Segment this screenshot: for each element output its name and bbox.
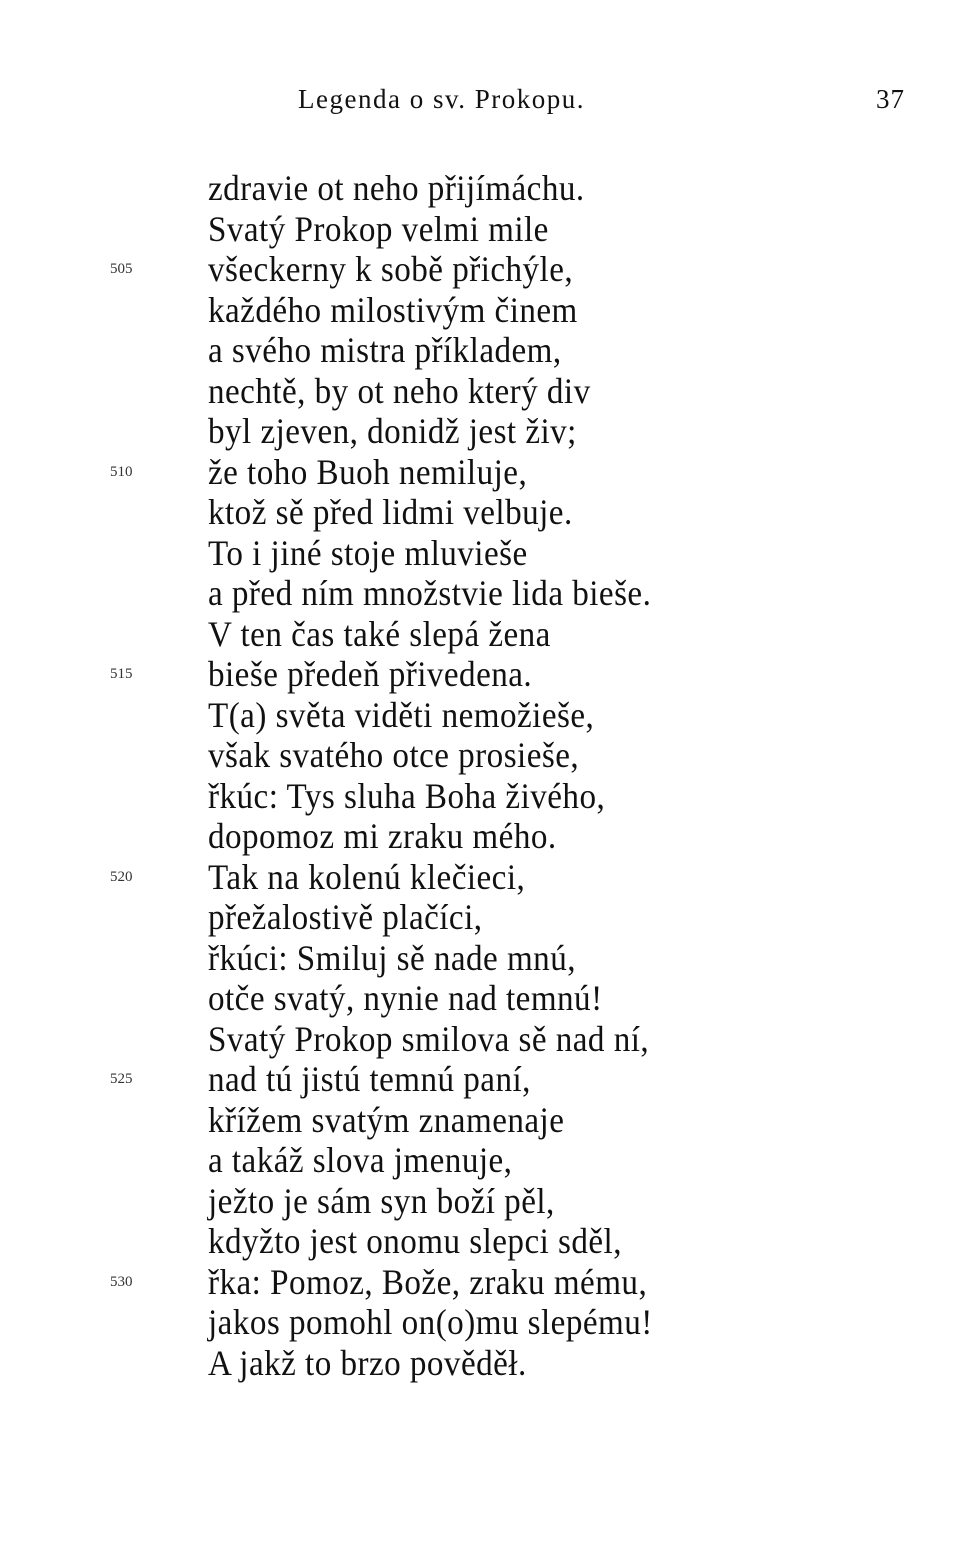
verse-line: nechtě, by ot neho který div (208, 370, 591, 411)
verse-line: A jakž to brzo pověděł. (208, 1342, 527, 1383)
verse-line: řka: Pomoz, Bože, zraku mému, (208, 1261, 648, 1302)
verse-line: ktož sě před lidmi velbuje. (208, 492, 573, 532)
verse-line-number: 520 (110, 868, 133, 885)
verse-line: To i jiné stoje mluvieše (208, 532, 528, 573)
verse-line-number: 510 (110, 463, 133, 480)
verse-line: Tak na kolenú klečieci, (208, 856, 526, 897)
verse-line: každého milostivým činem (208, 289, 578, 330)
verse-line: kdyžto jest onomu slepci sděl, (208, 1221, 622, 1261)
verse-line: T(a) světa viděti nemožieše, (208, 694, 595, 735)
line-number-margin (110, 168, 190, 1388)
verse-line: Svatý Prokop velmi mile (208, 208, 549, 249)
verse-line: otče svatý, nynie nad temnú! (208, 978, 603, 1018)
verse-line: V ten čas také slepá žena (208, 613, 551, 654)
verse-line-number: 515 (110, 666, 133, 682)
verse-line: byl zjeven, donidž jest živ; (208, 411, 577, 451)
verse-line: a před ním množstvie lida bieše. (208, 573, 652, 613)
verse-line: však svatého otce prosieše, (208, 735, 580, 775)
verse-line: ježto je sám syn boží pěl, (208, 1180, 555, 1221)
verse-line: přežalostivě plačíci, (208, 897, 483, 937)
verse-line: že toho Buoh nemiluje, (208, 451, 528, 492)
verse-line: dopomoz mi zraku mého. (208, 816, 557, 856)
page-number: 37 (876, 84, 905, 114)
verse-line-number: 530 (110, 1273, 133, 1290)
verse-line-number: 505 (110, 261, 133, 277)
verse-line: řkúc: Tys sluha Boha živého, (208, 775, 606, 816)
verse-line: řkúci: Smiluj sě nade mnú, (208, 937, 576, 978)
verse-line: křížem svatým znamenaje (208, 1099, 565, 1140)
running-title: Legenda o sv. Prokopu. (298, 84, 585, 114)
verse-line: bieše předeň přivedena. (208, 654, 533, 694)
verse-line: a svého mistra příkladem, (208, 330, 562, 370)
verse-line: jakos pomohl on(o)mu slepému! (208, 1302, 653, 1342)
verse-line: zdravie ot neho přijímáchu. (208, 168, 585, 208)
verse-line: Svatý Prokop smilova sě nad ní, (208, 1018, 650, 1059)
poem-text (208, 168, 908, 1383)
verse-line-number: 525 (110, 1071, 133, 1087)
verse-line: všeckerny k sobě přichýle, (208, 249, 574, 289)
verse-line: a takáž slova jmenuje, (208, 1140, 513, 1180)
verse-line: nad tú jistú temnú paní, (208, 1059, 531, 1099)
